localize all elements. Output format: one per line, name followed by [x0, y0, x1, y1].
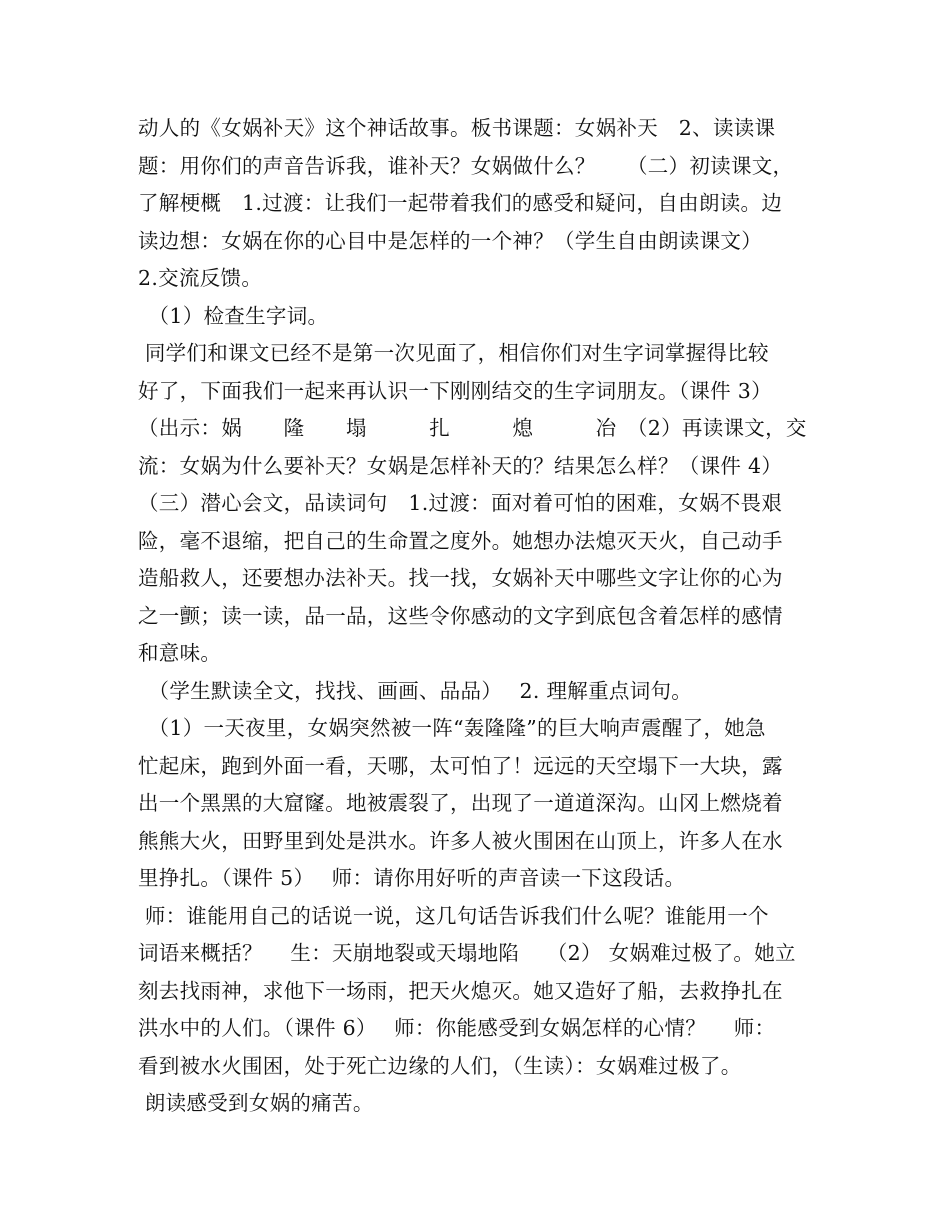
text-line: 好了，下面我们一起来再认识一下刚刚结交的生字词朋友。（课件 3） — [138, 378, 772, 403]
text-line: 同学们和课文已经不是第一次见面了，相信你们对生字词掌握得比较 — [138, 341, 769, 365]
text-line: 师：谁能用自己的话说一说，这几句话告诉我们什么呢？谁能用一个 — [138, 903, 769, 928]
text-line: 熊熊大火，田野里到处是洪水。许多人被火围困在山顶上，许多人在水 — [138, 828, 783, 853]
text-line: 流：女娲为什么要补天？女娲是怎样补天的？结果怎么样？（课件 4） — [138, 453, 783, 478]
text-line: 了解梗概 1.过渡：让我们一起带着我们的感受和疑问，自由朗读。边 — [138, 191, 783, 215]
text-line: （1）检查生字词。 — [138, 303, 329, 328]
text-line: 洪水中的人们。（课件 6） 师：你能感受到女娲怎样的心情？ 师： — [138, 1016, 776, 1040]
text-line: 里挣扎。（课件 5） 师：请你用好听的声音读一下这段话。 — [138, 866, 686, 890]
text-line: （学生默读全文，找找、画画、品品） 2. 理解重点词句。 — [138, 678, 693, 703]
text-line: 险，毫不退缩，把自己的生命置之度外。她想办法熄灭天火，自己动手 — [138, 528, 783, 553]
text-line: 朗读感受到女娲的痛苦。 — [138, 1091, 374, 1115]
text-line: （三）潜心会文，品读词句 1.过渡：面对着可怕的困难，女娲不畏艰 — [138, 491, 783, 515]
text-line: 和意味。 — [138, 641, 222, 665]
text-line: 看到被水火围困，处于死亡边缘的人们，（生读）：女娲难过极了。 — [138, 1053, 742, 1078]
text-line: 题：用你们的声音告诉我，谁补天？女娲做什么？ （二）初读课文， — [138, 153, 794, 178]
text-line: 词语来概括？ 生：天崩地裂或天塌地陷 （2） 女娲难过极了。她立 — [138, 941, 796, 965]
text-line: 动人的《女娲补天》这个神话故事。板书课题：女娲补天 2、读读课 — [138, 116, 776, 140]
text-line: 2.交流反馈。 — [138, 266, 263, 290]
text-line: 刻去找雨神，求他下一场雨，把天火熄灭。她又造好了船，去救挣扎在 — [138, 978, 783, 1003]
document-body — [138, 110, 818, 1123]
text-line: （出示：娲 隆 塌 扎 熄 冶 （2）再读课文，交 — [138, 416, 807, 440]
text-line: 读边想：女娲在你的心目中是怎样的一个神？（学生自由朗读课文） — [138, 228, 762, 253]
text-line: 之一颤；读一读，品一品，这些令你感动的文字到底包含着怎样的感情 — [138, 603, 783, 628]
text-line: （1）一天夜里，女娲突然被一阵“轰隆隆”的巨大响声震醒了，她急 — [138, 716, 766, 740]
text-line: 造船救人，还要想办法补天。找一找，女娲补天中哪些文字让你的心为 — [138, 566, 783, 590]
text-line: 忙起床，跑到外面一看，天哪，太可怕了！远远的天空塌下一大块，露 — [138, 753, 783, 778]
text-line: 出一个黑黑的大窟窿。地被震裂了，出现了一道道深沟。山冈上燃烧着 — [138, 791, 783, 815]
